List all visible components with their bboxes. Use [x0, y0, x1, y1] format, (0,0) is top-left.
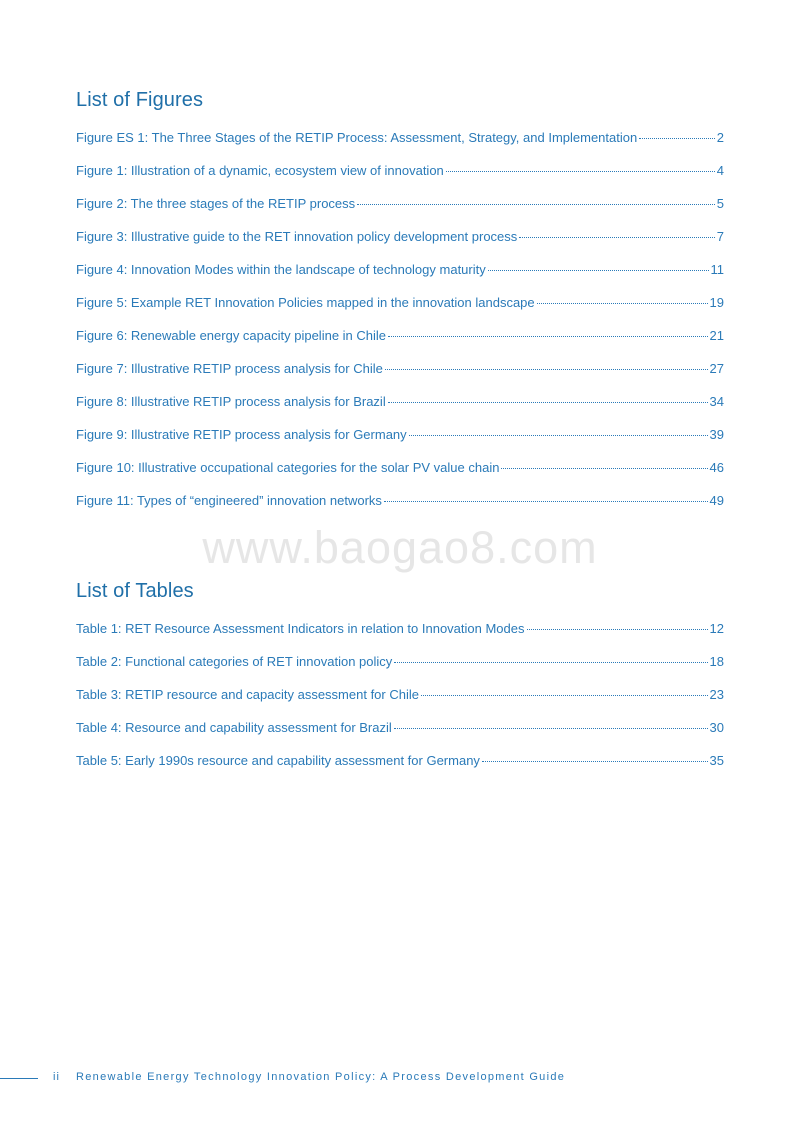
toc-entry-title: Figure 7: Illustrative RETIP process analysis for Chile [76, 361, 383, 376]
toc-entry-title: Figure 1: Illustration of a dynamic, ecosystem view of innovation [76, 163, 444, 178]
toc-entry-figure-6[interactable] [76, 328, 724, 361]
footer-document-title: Renewable Energy Technology Innovation Policy: A Process Development Guide [76, 1071, 566, 1083]
toc-entry-title: Figure 10: Illustrative occupational categories for the solar PV value chain [76, 460, 500, 475]
toc-entry-title: Figure ES 1: The Three Stages of the RETIP Process: Assessment, Strategy, and Implementation [76, 130, 638, 145]
toc-entry-figure-4[interactable] [76, 262, 724, 295]
list-of-tables-heading: List of Tables [76, 580, 194, 602]
toc-entry-title: Figure 8: Illustrative RETIP process analysis for Brazil [76, 394, 386, 409]
toc-entry-figure-7[interactable] [76, 361, 724, 394]
toc-entry-title: Figure 9: Illustrative RETIP process analysis for Germany [76, 427, 407, 442]
dot-leader [357, 204, 715, 205]
toc-entry-page: 5 [716, 196, 724, 211]
list-of-figures-heading: List of Figures [76, 89, 204, 111]
dot-leader [409, 435, 708, 436]
dot-leader [488, 270, 709, 271]
toc-entry-page: 18 [709, 654, 724, 669]
toc-entry-page: 46 [709, 460, 724, 475]
toc-entry-figure-1[interactable] [76, 163, 724, 196]
toc-entry-title: Figure 6: Renewable energy capacity pipeline in Chile [76, 328, 387, 343]
toc-entry-title: Figure 3: Illustrative guide to the RET innovation policy development process [76, 229, 518, 244]
footer-rule [0, 1078, 38, 1079]
toc-entry-table-3[interactable] [76, 687, 724, 720]
toc-entry-table-1[interactable] [76, 621, 724, 654]
toc-entry-title: Table 2: Functional categories of RET innovation policy [76, 654, 393, 669]
toc-entry-table-4[interactable] [76, 720, 724, 753]
figures-list [76, 130, 724, 526]
toc-entry-figure-es1[interactable] [76, 130, 724, 163]
toc-entry-page: 21 [709, 328, 724, 343]
dot-leader [384, 501, 708, 502]
toc-entry-table-5[interactable] [76, 753, 724, 786]
toc-entry-figure-8[interactable] [76, 394, 724, 427]
watermark: www.baogao8.com [202, 522, 598, 573]
toc-entry-figure-9[interactable] [76, 427, 724, 460]
dot-leader [501, 468, 707, 469]
dot-leader [639, 138, 715, 139]
toc-entry-page: 39 [709, 427, 724, 442]
footer-page-number: ii [53, 1071, 60, 1083]
dot-leader [394, 728, 708, 729]
toc-entry-title: Table 1: RET Resource Assessment Indicators in relation to Innovation Modes [76, 621, 525, 636]
toc-entry-page: 4 [716, 163, 724, 178]
toc-entry-table-2[interactable] [76, 654, 724, 687]
toc-entry-title: Figure 5: Example RET Innovation Policies mapped in the innovation landscape [76, 295, 535, 310]
toc-entry-page: 23 [709, 687, 724, 702]
toc-entry-page: 35 [709, 753, 724, 768]
toc-entry-page: 49 [709, 493, 724, 508]
dot-leader [388, 336, 708, 337]
toc-entry-page: 11 [710, 262, 724, 277]
dot-leader [446, 171, 715, 172]
toc-entry-figure-3[interactable] [76, 229, 724, 262]
dot-leader [527, 629, 708, 630]
dot-leader [519, 237, 714, 238]
dot-leader [537, 303, 708, 304]
toc-entry-page: 34 [709, 394, 724, 409]
dot-leader [385, 369, 708, 370]
toc-entry-title: Table 3: RETIP resource and capacity assessment for Chile [76, 687, 419, 702]
toc-entry-page: 2 [716, 130, 724, 145]
toc-entry-title: Figure 4: Innovation Modes within the landscape of technology maturity [76, 262, 486, 277]
toc-entry-title: Table 4: Resource and capability assessment for Brazil [76, 720, 392, 735]
toc-entry-figure-10[interactable] [76, 460, 724, 493]
toc-entry-page: 7 [716, 229, 724, 244]
toc-entry-page: 12 [709, 621, 724, 636]
dot-leader [421, 695, 708, 696]
tables-list [76, 621, 724, 786]
toc-entry-page: 30 [709, 720, 724, 735]
dot-leader [482, 761, 708, 762]
toc-entry-figure-5[interactable] [76, 295, 724, 328]
toc-entry-title: Figure 11: Types of “engineered” innovation networks [76, 493, 382, 508]
toc-entry-title: Figure 2: The three stages of the RETIP process [76, 196, 356, 211]
toc-entry-page: 27 [709, 361, 724, 376]
dot-leader [394, 662, 707, 663]
dot-leader [388, 402, 708, 403]
toc-entry-title: Table 5: Early 1990s resource and capability assessment for Germany [76, 753, 480, 768]
toc-entry-page: 19 [709, 295, 724, 310]
toc-entry-figure-2[interactable] [76, 196, 724, 229]
